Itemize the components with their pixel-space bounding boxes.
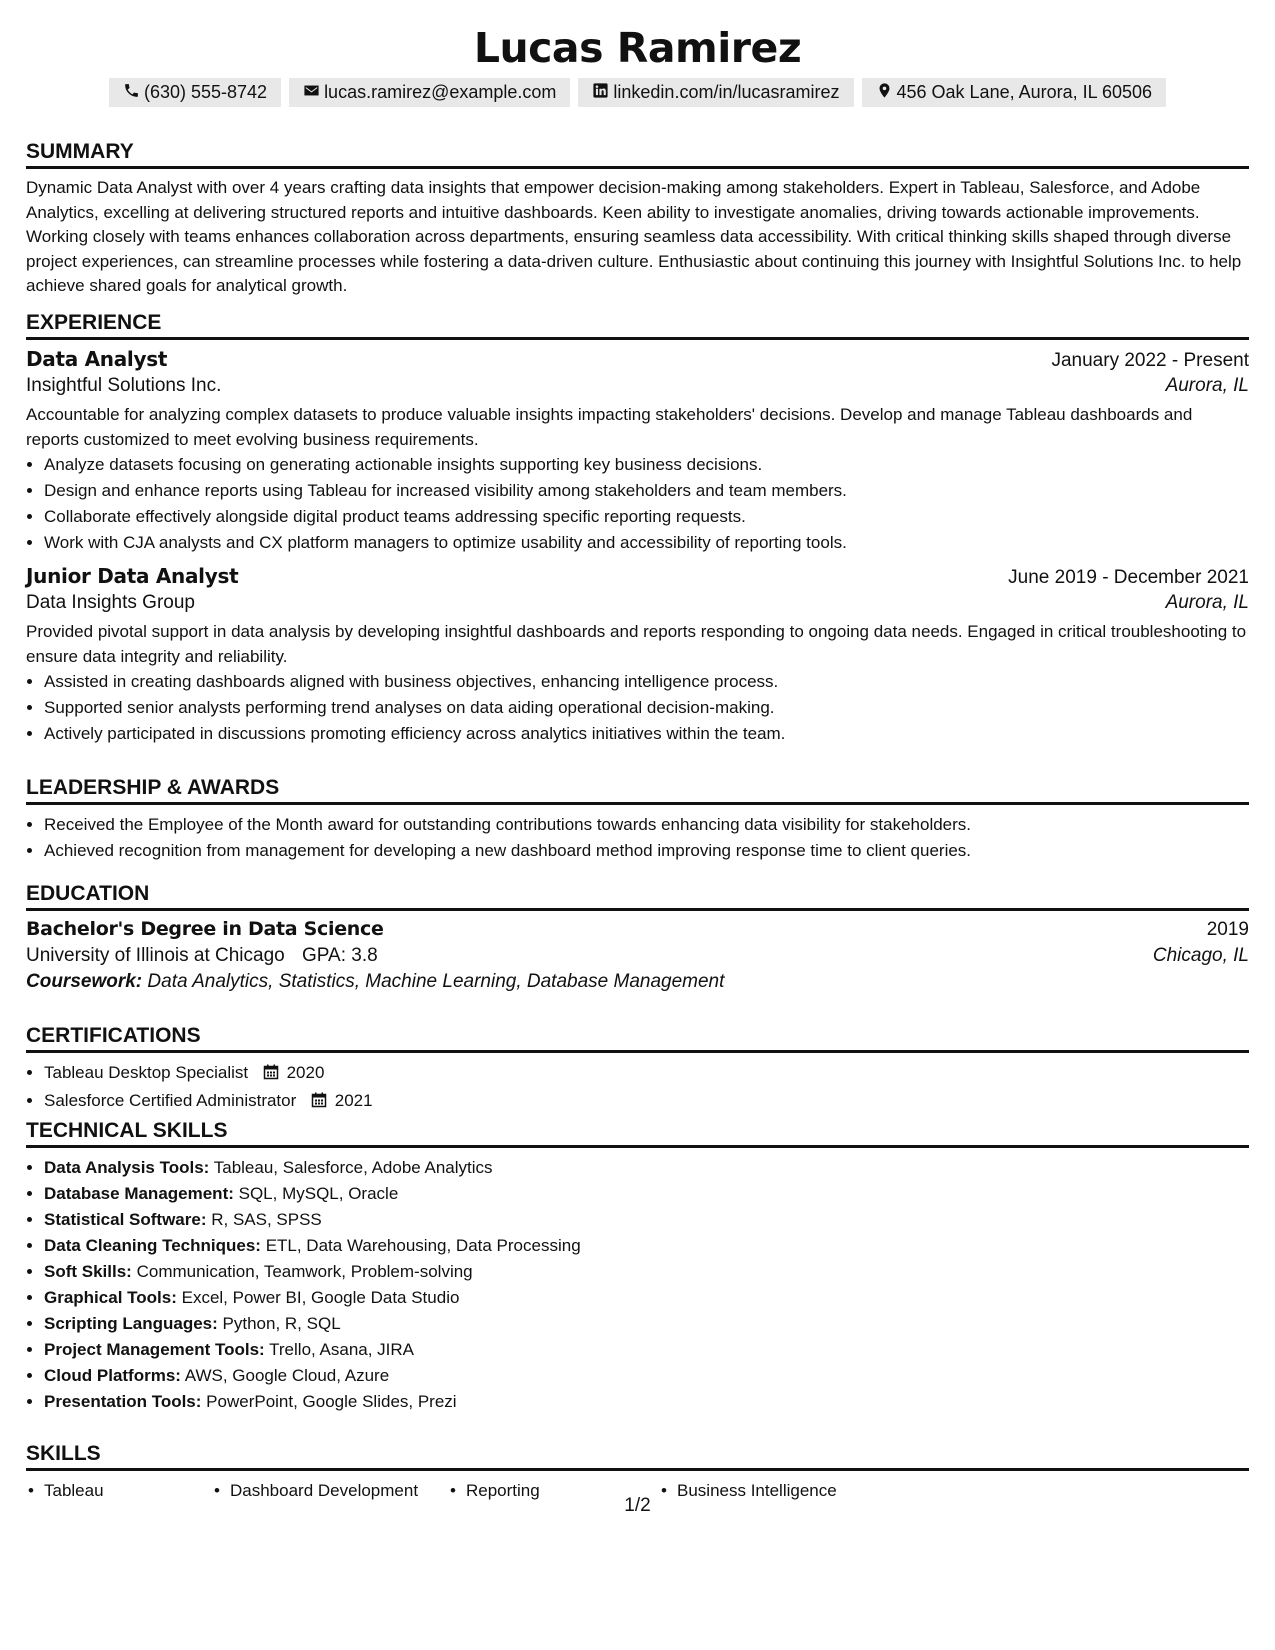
skill-values: R, SAS, SPSS bbox=[211, 1210, 322, 1229]
skill-values: Excel, Power BI, Google Data Studio bbox=[181, 1288, 460, 1307]
section-title: TECHNICAL SKILLS bbox=[26, 1119, 228, 1142]
list-item bbox=[44, 1311, 1249, 1337]
job-description: Provided pivotal support in data analysis by developing insightful dashboards and reports responding to ongoing data needs. Engaged in critical troubleshooting to ensure data integrity and reliability. bbox=[26, 622, 1247, 666]
map-pin-icon bbox=[876, 82, 893, 104]
award-bullets bbox=[26, 812, 1249, 864]
list-item: • Collaborate effectively alongside digital product teams addressing specific reporting requests. bbox=[44, 504, 1249, 530]
section-title: SUMMARY bbox=[26, 140, 134, 163]
address-text: 456 Oak Lane, Aurora, IL 60506 bbox=[896, 82, 1153, 102]
technical-skills-section bbox=[26, 1117, 1249, 1415]
skill-category: Soft Skills: bbox=[44, 1262, 132, 1281]
list-item: • Actively participated in discussions promoting efficiency across analytics initiatives within the team. bbox=[44, 721, 1249, 747]
list-item: • Dashboard Development bbox=[212, 1478, 448, 1504]
skill-values: Tableau, Salesforce, Adobe Analytics bbox=[213, 1158, 493, 1177]
list-item bbox=[44, 1259, 1249, 1285]
list-item bbox=[44, 1285, 1249, 1311]
list-item bbox=[44, 1060, 1249, 1088]
skill-category: Graphical Tools: bbox=[44, 1288, 177, 1307]
list-item bbox=[44, 1088, 1249, 1116]
section-divider bbox=[26, 908, 1249, 911]
skill-category: Presentation Tools: bbox=[44, 1392, 202, 1411]
list-item: • Reporting bbox=[448, 1478, 659, 1504]
calendar-icon bbox=[263, 1062, 279, 1088]
list-item: • Received the Employee of the Month award for outstanding contributions towards enhancing data visibility for stakeholders. bbox=[44, 812, 1249, 838]
leadership-section bbox=[26, 774, 1249, 864]
list-item bbox=[44, 1389, 1249, 1415]
school-name: University of Illinois at Chicago bbox=[26, 945, 285, 966]
skill-values: Trello, Asana, JIRA bbox=[269, 1340, 415, 1359]
address-chip[interactable] bbox=[862, 78, 1167, 107]
list-item bbox=[44, 1233, 1249, 1259]
phone-chip[interactable] bbox=[109, 78, 281, 107]
gpa: GPA: 3.8 bbox=[302, 945, 378, 966]
list-item: • Assisted in creating dashboards aligned with business objectives, enhancing intelligence process. bbox=[44, 669, 1249, 695]
summary-text: Dynamic Data Analyst with over 4 years crafting data insights that empower decision-making among stakeholders. Expert in Tableau, Salesforce, and Adobe Analytics, excelling at delivering structured reports and intuitive dashboards. Keen ability to investigate anomalies, driving towards actionable improvements. Working closely with teams enhances collaboration across departments, ensuring seamless data accessibility. With critical thinking skills shaped through diverse project experiences, can streamline processes while fostering a data-driven culture. Enthusiastic about continuing this journey with Insightful Solutions Inc. to help achieve shared goals for analytical growth. bbox=[26, 178, 1242, 295]
job-description: Accountable for analyzing complex datasets to produce valuable insights impacting stakeholders' decisions. Develop and manage Tableau dashboards and reports customized to meet evolving business requirements. bbox=[26, 405, 1193, 449]
skill-category: Data Analysis Tools: bbox=[44, 1158, 210, 1177]
list-item: • Business Intelligence bbox=[659, 1478, 837, 1504]
coursework bbox=[26, 971, 1249, 993]
graduation-year: 2019 bbox=[1206, 919, 1249, 940]
list-item bbox=[44, 1155, 1249, 1181]
skill-values: PowerPoint, Google Slides, Prezi bbox=[206, 1392, 457, 1411]
job-entry bbox=[26, 347, 1249, 556]
skill-category: Database Management: bbox=[44, 1184, 234, 1203]
technical-skills-list bbox=[26, 1155, 1249, 1415]
section-title: LEADERSHIP & AWARDS bbox=[26, 776, 280, 799]
section-divider bbox=[26, 802, 1249, 805]
list-item: • Achieved recognition from management for developing a new dashboard method improving response time to client queries. bbox=[44, 838, 1249, 864]
section-divider bbox=[26, 1050, 1249, 1053]
email-chip[interactable] bbox=[289, 78, 570, 107]
linkedin-chip[interactable] bbox=[578, 78, 853, 107]
skill-category: Statistical Software: bbox=[44, 1210, 207, 1229]
list-item bbox=[44, 1207, 1249, 1233]
list-item: • Supported senior analysts performing trend analyses on data aiding operational decision-making. bbox=[44, 695, 1249, 721]
skill-values: Communication, Teamwork, Problem-solving bbox=[136, 1262, 473, 1281]
job-title: Data Analyst bbox=[26, 347, 168, 371]
certification-year: 2021 bbox=[334, 1091, 373, 1110]
skill-category: Data Cleaning Techniques: bbox=[44, 1236, 261, 1255]
email-text: lucas.ramirez@example.com bbox=[324, 82, 557, 102]
calendar-icon bbox=[311, 1090, 327, 1116]
list-item bbox=[44, 1363, 1249, 1389]
summary-section bbox=[26, 138, 1249, 299]
certification-list bbox=[26, 1060, 1249, 1116]
skill-values: Python, R, SQL bbox=[222, 1314, 341, 1333]
list-item: • Design and enhance reports using Tableau for increased visibility among stakeholders and team members. bbox=[44, 478, 1249, 504]
section-divider bbox=[26, 166, 1249, 169]
job-location: Aurora, IL bbox=[1165, 592, 1249, 613]
job-entry bbox=[26, 564, 1249, 747]
job-dates: January 2022 - Present bbox=[1051, 350, 1249, 371]
coursework-list: Data Analytics, Statistics, Machine Learning, Database Management bbox=[147, 971, 725, 992]
linkedin-text: linkedin.com/in/lucasramirez bbox=[613, 82, 840, 102]
education-section bbox=[26, 880, 1249, 993]
job-bullets bbox=[26, 669, 1249, 747]
section-title: SKILLS bbox=[26, 1442, 101, 1465]
job-bullets bbox=[26, 452, 1249, 556]
company-name: Data Insights Group bbox=[26, 592, 195, 613]
skill-category: Scripting Languages: bbox=[44, 1314, 218, 1333]
resume-page bbox=[26, 0, 1249, 1516]
certification-name: Salesforce Certified Administrator bbox=[44, 1091, 297, 1110]
candidate-name: Lucas Ramirez bbox=[473, 24, 802, 72]
list-item bbox=[44, 1181, 1249, 1207]
section-title: CERTIFICATIONS bbox=[26, 1024, 201, 1047]
company-name: Insightful Solutions Inc. bbox=[26, 375, 222, 396]
section-divider bbox=[26, 337, 1249, 340]
degree-title: Bachelor's Degree in Data Science bbox=[26, 918, 384, 940]
certifications-section bbox=[26, 1022, 1249, 1116]
section-divider bbox=[26, 1468, 1249, 1471]
list-item: • Tableau bbox=[26, 1478, 212, 1504]
skill-values: ETL, Data Warehousing, Data Processing bbox=[265, 1236, 581, 1255]
skill-category: Cloud Platforms: bbox=[44, 1366, 181, 1385]
list-item bbox=[44, 1337, 1249, 1363]
job-location: Aurora, IL bbox=[1165, 375, 1249, 396]
job-title: Junior Data Analyst bbox=[26, 564, 239, 588]
job-dates: June 2019 - December 2021 bbox=[1008, 567, 1249, 588]
contact-bar bbox=[26, 78, 1249, 107]
skill-category: Project Management Tools: bbox=[44, 1340, 265, 1359]
list-item: • Analyze datasets focusing on generating actionable insights supporting key business decisions. bbox=[44, 452, 1249, 478]
certification-year: 2020 bbox=[286, 1063, 325, 1082]
phone-icon bbox=[123, 82, 140, 104]
section-divider bbox=[26, 1145, 1249, 1148]
certification-name: Tableau Desktop Specialist bbox=[44, 1063, 249, 1082]
linkedin-icon bbox=[592, 82, 609, 104]
envelope-icon bbox=[303, 82, 320, 104]
page-number: 1/2 bbox=[624, 1495, 651, 1516]
list-item: • Work with CJA analysts and CX platform managers to optimize usability and accessibility of reporting tools. bbox=[44, 530, 1249, 556]
section-title: EXPERIENCE bbox=[26, 311, 162, 334]
skill-values: AWS, Google Cloud, Azure bbox=[184, 1366, 390, 1385]
skill-values: SQL, MySQL, Oracle bbox=[238, 1184, 399, 1203]
experience-section bbox=[26, 309, 1249, 747]
coursework-label: Coursework: bbox=[26, 971, 143, 992]
phone-text: (630) 555-8742 bbox=[143, 82, 268, 102]
section-title: EDUCATION bbox=[26, 882, 150, 905]
school-location: Chicago, IL bbox=[1152, 945, 1249, 966]
